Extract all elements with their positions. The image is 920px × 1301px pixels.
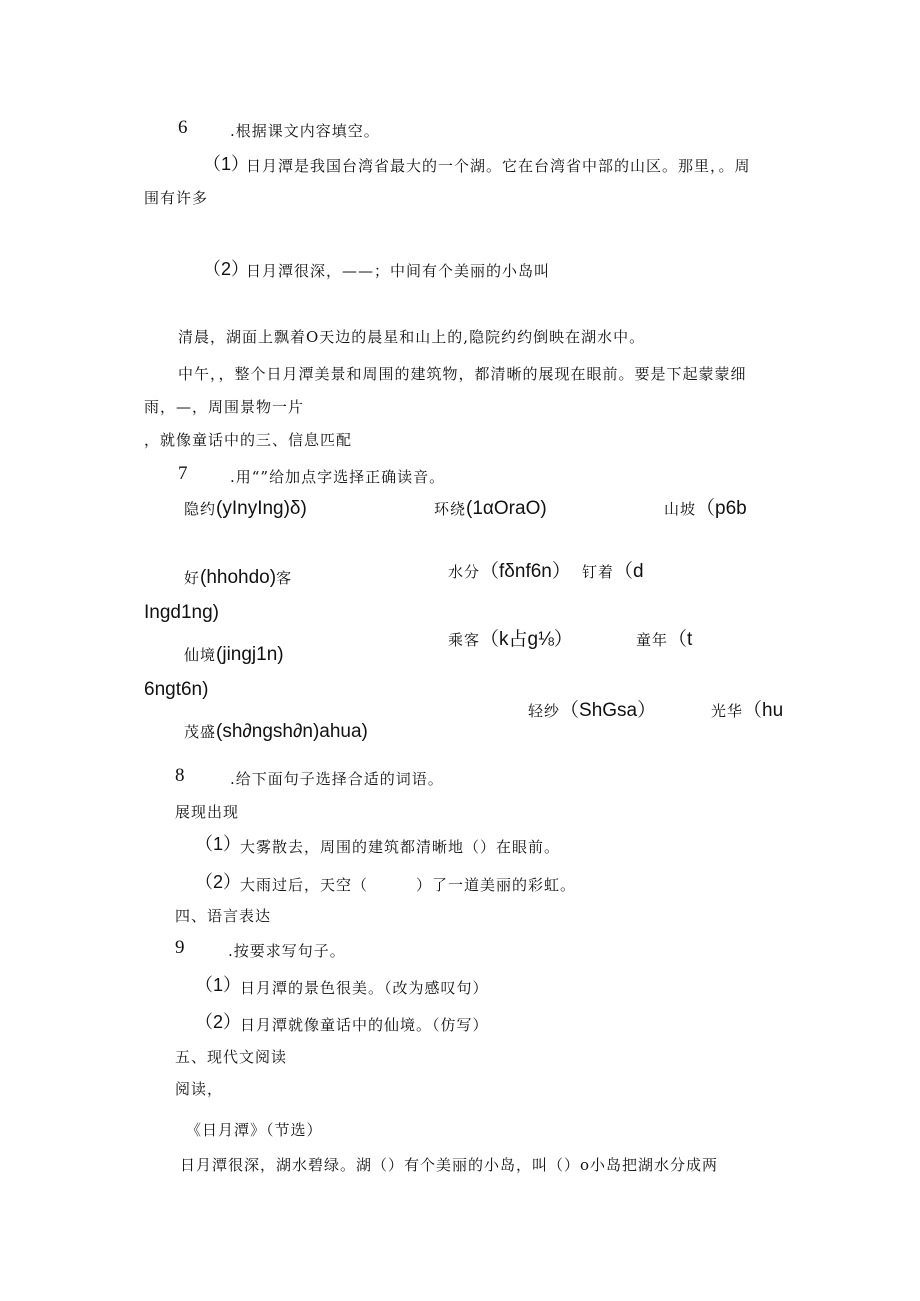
pinyin-item xyxy=(184,722,368,742)
pinyin-item xyxy=(636,630,692,650)
part-number: （2） xyxy=(195,872,242,892)
fill-blank-sentence: 日月潭很深，——；中间有个美丽的小岛叫 xyxy=(246,262,551,280)
part-number: （1） xyxy=(195,975,242,995)
pinyin-item xyxy=(664,499,747,519)
word: 茂盛 xyxy=(184,723,217,741)
pinyin-item xyxy=(434,499,547,519)
section-heading: 五、现代文阅读 xyxy=(175,1048,288,1066)
pinyin-options: （t xyxy=(668,629,693,650)
pinyin-options: （d xyxy=(614,561,644,582)
question-title: .按要求写句子。 xyxy=(228,942,346,960)
pinyin-item xyxy=(448,630,573,650)
word: 光华 xyxy=(711,702,744,720)
pinyin-item xyxy=(528,701,656,721)
paragraph: 清晨，湖面上飘着O天边的晨星和山上的,隐院约约倒映在湖水中。 xyxy=(178,328,646,346)
passage-text: 日月潭很深，湖水碧绿。湖（）有个美丽的小岛，叫（）o小岛把湖水分成两 xyxy=(180,1156,719,1174)
word: 轻纱 xyxy=(528,702,561,720)
pinyin-options: (1αOraO) xyxy=(466,498,547,519)
question-number: 7 xyxy=(178,463,188,484)
pinyin-options: （hu xyxy=(743,700,784,721)
pinyin-item xyxy=(184,568,292,588)
fill-blank-sentence: 日月潭是我国台湾省最大的一个湖。它在台湾省中部的山区。那里，。周 xyxy=(246,157,751,175)
passage-title: 《日月潭》（节选） xyxy=(186,1121,323,1139)
pinyin-item xyxy=(711,701,783,721)
word: 环绕 xyxy=(434,500,467,518)
instruction-sentence: 日月潭的景色很美。（改为感叹句） xyxy=(240,979,489,997)
pinyin-options: （p6b xyxy=(696,498,747,519)
word: 仙境 xyxy=(184,646,217,664)
word: 钉着 xyxy=(582,563,615,581)
pinyin-options: (sh∂ngsh∂n)ahua) xyxy=(216,721,368,742)
part-number: （2） xyxy=(203,259,250,279)
paragraph: 雨，—，周围景物一片 xyxy=(144,398,305,416)
pinyin-options: Ingd1ng) xyxy=(144,602,220,623)
part-number: （2） xyxy=(195,1012,242,1032)
word: 乘客 xyxy=(448,631,481,649)
word-options: 展现出现 xyxy=(175,803,240,821)
question-number: 9 xyxy=(175,937,185,958)
word: 水分 xyxy=(448,563,481,581)
instruction-sentence: 日月潭就像童话中的仙境。（仿写） xyxy=(240,1016,489,1034)
word: 客 xyxy=(276,569,293,587)
paragraph: 中午，，整个日月潭美景和周围的建筑物，都清晰的展现在眼前。要是下起蒙蒙细 xyxy=(178,365,747,383)
paragraph: ，就像童话中的三、信息匹配 xyxy=(144,431,353,449)
pinyin-item xyxy=(184,645,284,665)
pinyin-options: (jingj1n) xyxy=(216,644,284,665)
pinyin-item xyxy=(184,499,307,519)
pinyin-options: （fδnf6n） xyxy=(480,561,571,582)
pinyin-item xyxy=(582,562,644,582)
pinyin-options: (yInyIng)δ) xyxy=(216,498,307,519)
part-number: （1） xyxy=(203,154,250,174)
question-number: 6 xyxy=(178,117,188,138)
fill-blank-sentence: 大雨过后，天空（ ）了一道美丽的彩虹。 xyxy=(240,876,577,894)
question-title: .用“”给加点字选择正确读音。 xyxy=(230,468,446,486)
fill-blank-sentence: 围有许多 xyxy=(144,189,209,207)
pinyin-options: 6ngt6n) xyxy=(144,679,209,700)
question-title: .给下面句子选择合适的词语。 xyxy=(230,770,444,788)
part-number: （1） xyxy=(195,834,242,854)
pinyin-item xyxy=(448,562,571,582)
pinyin-options: （k占g⅛） xyxy=(480,629,573,650)
word: 山坡 xyxy=(664,500,697,518)
fill-blank-sentence: 大雾散去，周围的建筑都清晰地（）在眼前。 xyxy=(240,838,561,856)
section-heading: 四、语言表达 xyxy=(175,907,272,925)
word: 好 xyxy=(184,569,201,587)
question-title: .根据课文内容填空。 xyxy=(230,122,380,140)
pinyin-options: (hhohdo) xyxy=(200,567,277,588)
word: 隐约 xyxy=(184,500,217,518)
reading-intro: 阅读， xyxy=(175,1080,224,1098)
question-number: 8 xyxy=(175,765,185,786)
pinyin-options: （ShGsa） xyxy=(560,700,657,721)
word: 童年 xyxy=(636,631,669,649)
